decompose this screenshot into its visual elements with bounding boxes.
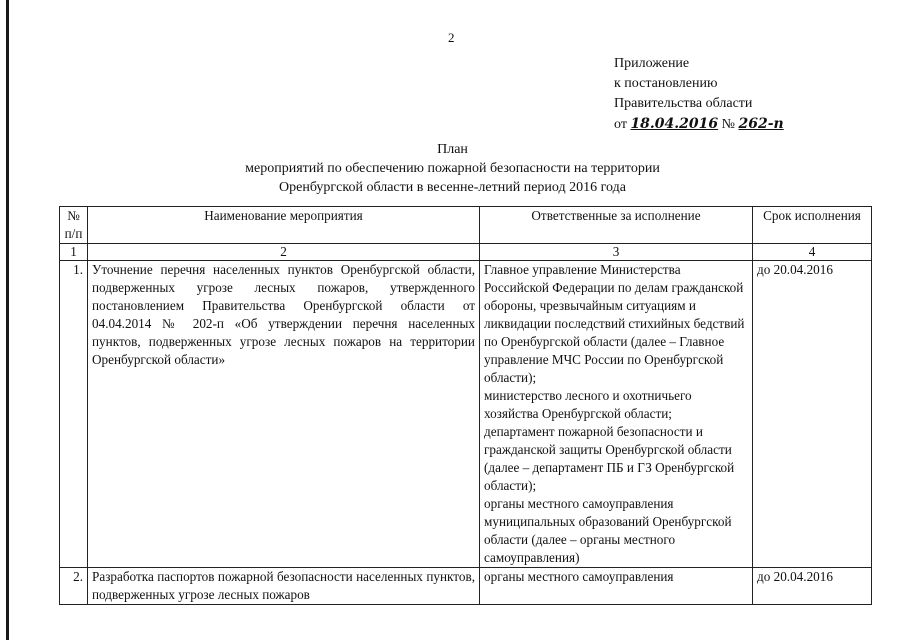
column-number: 3 <box>480 244 753 261</box>
column-number-row <box>60 244 872 261</box>
appendix-block <box>614 54 784 135</box>
responsible-item: органы местного самоуправления муниципальных образований Оренбургской области (далее – органы местного самоуправления) <box>484 496 732 565</box>
header-deadline: Срок исполнения <box>753 207 872 244</box>
document-title <box>0 140 905 197</box>
column-number: 1 <box>60 244 88 261</box>
row-activity: Разработка паспортов пожарной безопасности населенных пунктов, подверженных угрозе лесных пожаров <box>88 568 480 605</box>
column-number: 2 <box>88 244 480 261</box>
page-edge <box>6 0 9 640</box>
header-responsible: Ответственные за исполнение <box>480 207 753 244</box>
title-line: Оренбургской области в весенне-летний период 2016 года <box>279 180 626 195</box>
header-name: Наименование мероприятия <box>88 207 480 244</box>
row-deadline: до 20.04.2016 <box>753 568 872 605</box>
table-row <box>60 568 872 605</box>
row-deadline: до 20.04.2016 <box>753 261 872 568</box>
row-number: 1. <box>60 261 88 568</box>
responsible-item: органы местного самоуправления <box>484 569 674 584</box>
handwritten-number: 262-п <box>738 116 784 132</box>
column-number: 4 <box>753 244 872 261</box>
page-number: 2 <box>448 30 455 45</box>
date-prefix: от <box>614 117 627 132</box>
row-activity: Уточнение перечня населенных пунктов Оренбургской области, подверженных угрозе лесных пожаров, утвержденного постановлением Правительства Оренбургской области от 04.04.2014 № 202-п «Об утверждении перечня населенных пунктов, подверженных угрозе лесных пожаров на территории Оренбургской области» <box>88 261 480 568</box>
table-row <box>60 261 872 568</box>
title-line: мероприятий по обеспечению пожарной безопасности на территории <box>245 161 660 176</box>
number-prefix: № <box>721 117 735 132</box>
header-row <box>60 207 872 244</box>
responsible-item: министерство лесного и охотничьего хозяйства Оренбургской области; <box>484 388 692 421</box>
appendix-line: Приложение <box>614 56 690 71</box>
row-number: 2. <box>60 568 88 605</box>
row-responsible <box>480 261 753 568</box>
row-responsible <box>480 568 753 605</box>
header-num: № п/п <box>60 207 88 244</box>
responsible-item: департамент пожарной безопасности и гражданской защиты Оренбургской области (далее – департамент ПБ и ГЗ Оренбургской области); <box>484 424 735 493</box>
title-line: План <box>437 142 468 157</box>
appendix-date-line <box>614 114 784 135</box>
responsible-item: Главное управление Министерства Российской Федерации по делам гражданской обороны, чрезвычайным ситуациям и ликвидации последствий стихийных бедствий по Оренбургской области (далее – Главное управление МЧС России по Оренбургской области); <box>484 262 745 385</box>
plan-table <box>59 206 872 605</box>
appendix-line: Правительства области <box>614 96 753 111</box>
appendix-line: к постановлению <box>614 76 718 91</box>
handwritten-date: 18.04.2016 <box>630 116 719 132</box>
